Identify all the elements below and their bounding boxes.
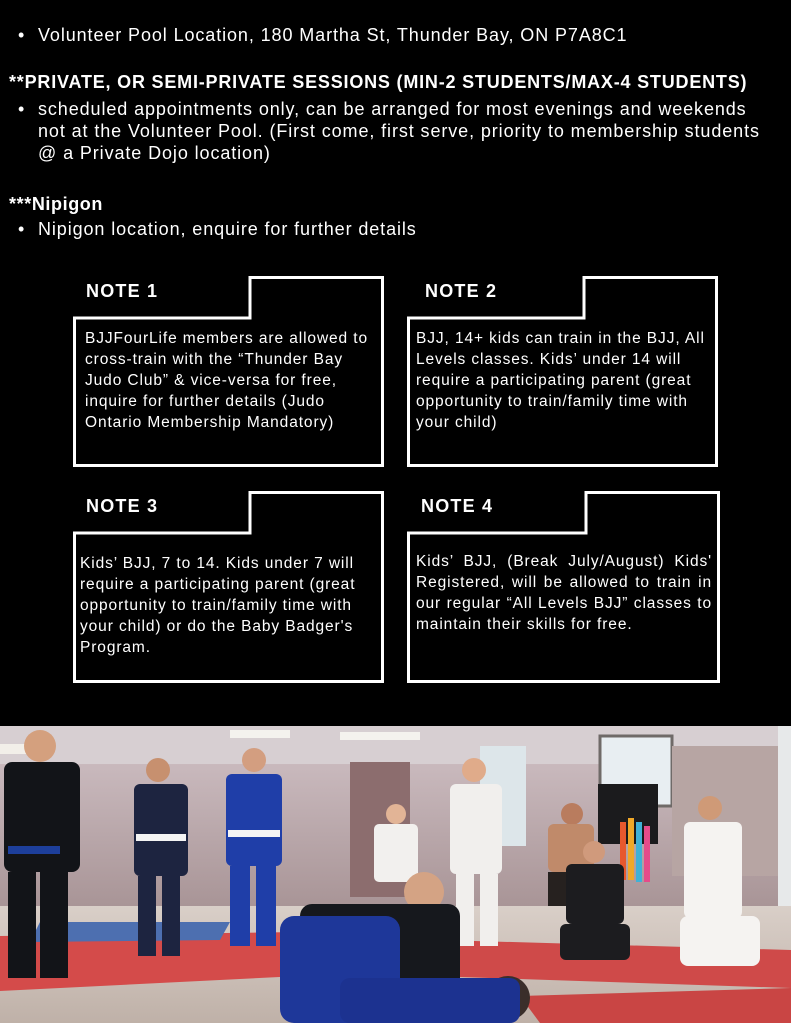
note-1-box bbox=[73, 276, 384, 467]
note-4-title: NOTE 4 bbox=[421, 496, 494, 516]
class-photo bbox=[0, 726, 791, 1023]
private-sessions-heading: **PRIVATE, OR SEMI-PRIVATE SESSIONS (MIN-2 STUDENTS/MAX-4 STUDENTS) bbox=[9, 72, 748, 92]
nipigon-list bbox=[0, 218, 760, 240]
note-4-text: Kids’ BJJ, (Break July/August) Kids' Registered, will be allowed to train in our regular “All Levels BJJ” classes to maintain their skills for free. bbox=[416, 553, 712, 633]
nipigon-item: • Nipigon location, enquire for further details bbox=[0, 218, 760, 240]
note-1-text: BJJFourLife members are allowed to cross-train with the “Thunder Bay Judo Club” & vice-versa for free, inquire for further details (Judo Ontario Membership Mandatory) bbox=[85, 330, 369, 431]
note-4-box bbox=[407, 491, 720, 683]
pool-location-list bbox=[0, 24, 780, 46]
note-1-title: NOTE 1 bbox=[86, 281, 159, 301]
note-3-text: Kids’ BJJ, 7 to 14. Kids under 7 will require a participating parent (great opportunity to train/family time with your child) or do the Baby Badger's Program. bbox=[80, 555, 356, 656]
nipigon-heading: ***Nipigon bbox=[9, 194, 103, 214]
private-sessions-list bbox=[0, 98, 760, 164]
note-2-title: NOTE 2 bbox=[425, 281, 498, 301]
class-photo-illustration bbox=[0, 726, 791, 1023]
note-2-text: BJJ, 14+ kids can train in the BJJ, All Levels classes. Kids’ under 14 will require a participating parent (great opportunity to train/family time with your child) bbox=[416, 330, 705, 431]
note-2-box bbox=[407, 276, 718, 467]
private-sessions-item: • scheduled appointments only, can be arranged for most evenings and weekends not at the Volunteer Pool. (First come, first serve, priority to membership students @ a Private Dojo location) bbox=[0, 98, 760, 164]
pool-location-item: • Volunteer Pool Location, 180 Martha St, Thunder Bay, ON P7A8C1 bbox=[0, 24, 780, 46]
note-3-title: NOTE 3 bbox=[86, 496, 159, 516]
note-3-box bbox=[73, 491, 384, 683]
